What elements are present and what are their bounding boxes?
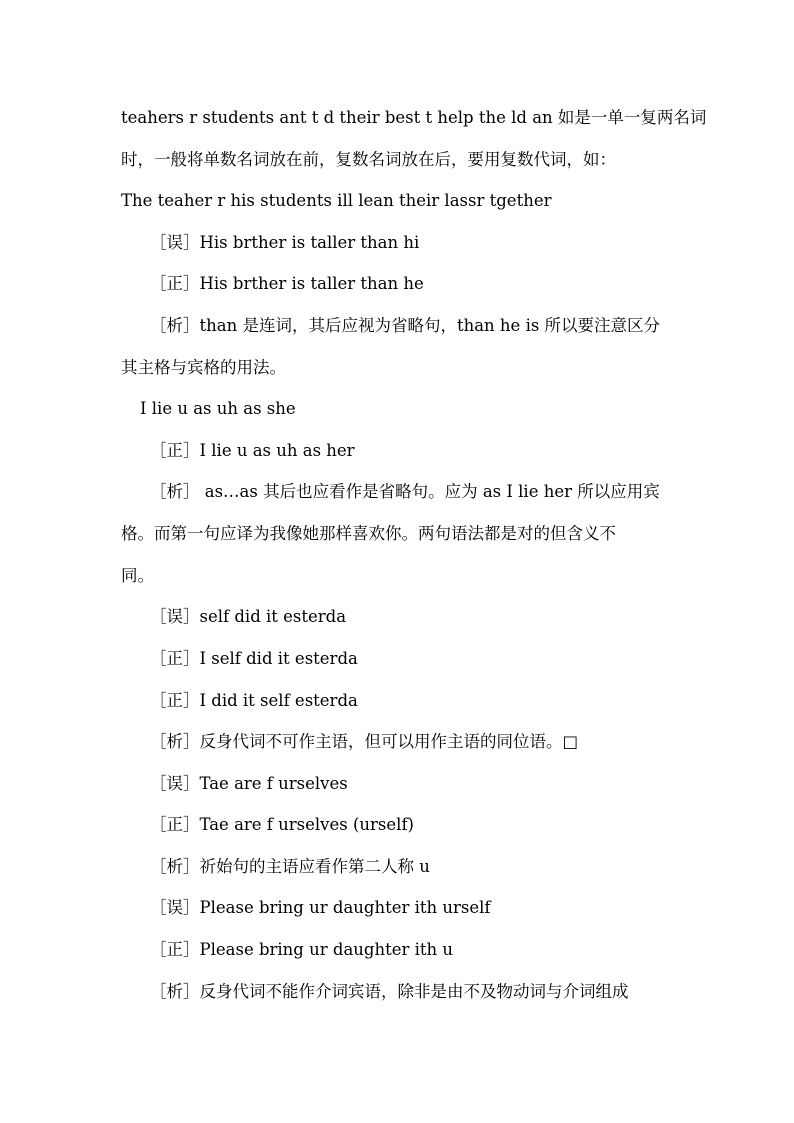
text-line: The teaher r his students ill lean their lassr tgether — [121, 191, 552, 210]
text-line: 同。 — [121, 566, 154, 585]
correct-example: ［正］I did it self esterda — [150, 691, 358, 710]
text-line: 其主格与宾格的用法。 — [121, 358, 286, 377]
wrong-example: ［误］self did it esterda — [150, 607, 347, 626]
text-line: 格。而第一句应译为我像她那样喜欢你。两句语法都是对的但含义不 — [121, 524, 616, 543]
analysis-text: ［析］反身代词不能作介词宾语，除非是由不及物动词与介词组成 — [150, 982, 629, 1001]
correct-example: ［正］I self did it esterda — [150, 649, 358, 668]
analysis-text: ［析］than 是连词，其后应视为省略句，than he is 所以要注意区分 — [150, 316, 661, 335]
correct-example: ［正］Tae are f urselves (urself) — [150, 815, 414, 834]
correct-example: ［正］His brther is taller than he — [150, 274, 424, 293]
wrong-example: ［误］His brther is taller than hi — [150, 233, 420, 252]
text-line: teahers r students ant t d their best t help the ld an 如是一单一复两名词 — [121, 108, 707, 127]
correct-example: ［正］Please bring ur daughter ith u — [150, 940, 454, 959]
correct-example: ［正］I lie u as uh as her — [150, 441, 355, 460]
wrong-example: ［误］Tae are f urselves — [150, 774, 348, 793]
text-line: 时，一般将单数名词放在前，复数名词放在后，要用复数代词，如： — [121, 150, 616, 169]
analysis-text: ［析］ as…as 其后也应看作是省略句。应为 as I lie her 所以应用宾 — [150, 482, 660, 501]
wrong-example: ［误］Please bring ur daughter ith urself — [150, 898, 491, 917]
analysis-text: ［析］反身代词不可作主语，但可以用作主语的同位语。□ — [150, 732, 579, 751]
analysis-text: ［析］祈始句的主语应看作第二人称 u — [150, 857, 430, 876]
example-text: I lie u as uh as she — [140, 399, 296, 418]
